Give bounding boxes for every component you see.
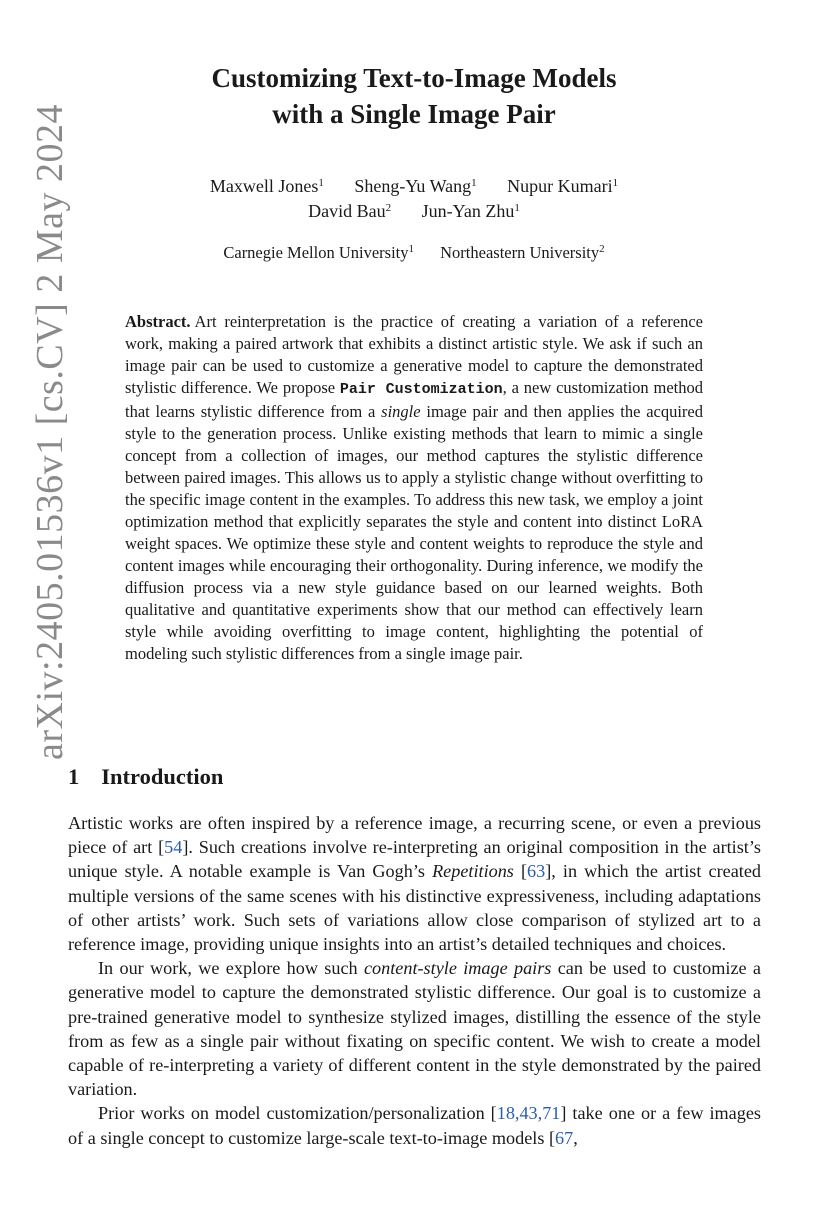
body-text: [68, 811, 761, 1150]
affiliation: Carnegie Mellon University$^1$: [223, 243, 414, 262]
author-list: [0, 174, 828, 224]
citation-link[interactable]: 67: [555, 1127, 574, 1148]
author: Sheng-Yu Wang$^1$: [354, 176, 477, 196]
paragraph: Artistic works are often inspired by a reference image, a recurring scene, or even a previous piece of art [54]. Such creations involve re-interpreting an original composition in the artist’s unique style. A notable example is Van Gogh’s Repetitions [63], in which the artist created multiple versions of the same scenes with his distinctive expressiveness, including adaptations of other artists’ work. Such sets of variations allow close comparison of stylized art to a reference image, providing unique insights into an artist’s detailed techniques and choices.: [68, 813, 761, 955]
author-row-2: [0, 199, 828, 224]
section-title: Introduction: [101, 764, 224, 789]
affiliations: [0, 242, 828, 264]
citation-link[interactable]: 18: [496, 1103, 515, 1124]
citation-link[interactable]: 43: [519, 1103, 538, 1124]
paragraph: In our work, we explore how such content-style image pairs can be used to customize a generative model to capture the demonstrated stylistic difference. Our goal is to customize a pre-trained generative model to synthesize stylized images, distilling the essence of the style from as few as a single pair without fixating on specific content. We wish to create a model capable of re-interpreting a variety of different content in the style demonstrated by the paired variation.: [68, 958, 761, 1100]
author: Jun-Yan Zhu$^1$: [421, 201, 520, 221]
citation-link[interactable]: 63: [527, 861, 546, 882]
citation-link[interactable]: 71: [542, 1103, 561, 1124]
method-name: Pair Customization: [339, 381, 503, 398]
section-heading: [68, 763, 768, 791]
title-line-2: with a Single Image Pair: [272, 99, 556, 129]
arxiv-identifier: [18, 62, 74, 762]
section-number: 1: [68, 764, 80, 789]
title-line-1: Customizing Text-to-Image Models: [211, 63, 617, 93]
arxiv-identifier-text: arXiv:2405.01536v1 [cs.CV] 2 May 2024: [29, 104, 71, 760]
author: David Bau$^2$: [308, 201, 392, 221]
author: Nupur Kumari$^1$: [507, 176, 619, 196]
abstract-label: Abstract.: [125, 312, 191, 331]
author-row-1: [0, 174, 828, 199]
author: Maxwell Jones$^1$: [209, 176, 324, 196]
affiliation: Northeastern University$^2$: [440, 243, 605, 262]
paper-title: [0, 60, 828, 132]
citation-link[interactable]: 54: [164, 837, 183, 858]
abstract: Abstract. Art reinterpretation is the practice of creating a variation of a reference work, making a paired artwork that exhibits a distinct artistic style. We ask if such an image pair can be used to customize a generative model to capture the demonstrated stylistic difference. We propose Pair Customization, a new customization method that learns stylistic difference from a single image pair and then applies the acquired style to the generation process. Unlike existing methods that learn to mimic a single concept from a collection of images, our method captures the stylistic difference between paired images. This allows us to apply a stylistic change without overfitting to the specific image content in the examples. To address this new task, we employ a joint optimization method that explicitly separates the style and content into distinct LoRA weight spaces. We optimize these style and content weights to reproduce the style and content images while encouraging their orthogonality. During inference, we modify the diffusion process via a new style guidance based on our learned weights. Both qualitative and quantitative experiments show that our method can effectively learn style while avoiding overfitting to image content, highlighting the potential of modeling such stylistic differences from a single image pair.: [125, 312, 704, 663]
paragraph: Prior works on model customization/personalization [18,43,71] take one or a few images of a single concept to customize large-scale text-to-image models [67,: [68, 1103, 761, 1148]
